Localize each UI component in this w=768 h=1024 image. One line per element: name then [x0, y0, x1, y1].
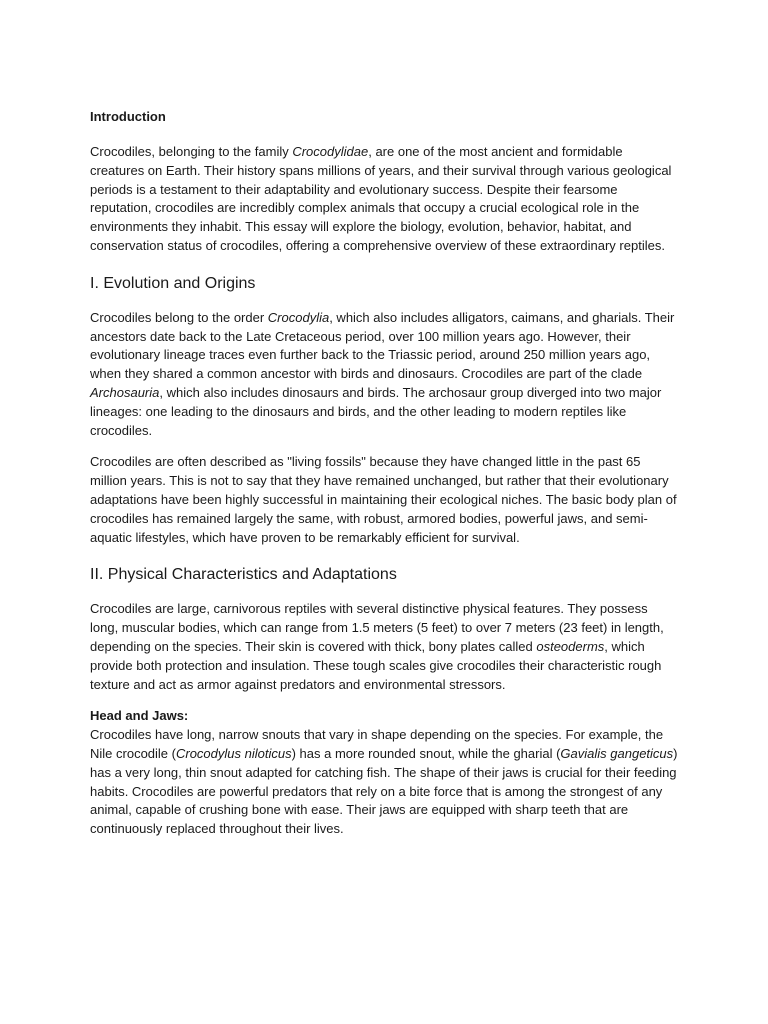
section-2-paragraph-1: [90, 600, 678, 694]
intro-p1-text-a: Crocodiles, belonging to the family: [90, 144, 293, 159]
s2-p2-text-b: ) has a more rounded snout, while the gharial (: [291, 745, 561, 761]
section-2-paragraph-2: [90, 726, 678, 839]
section-1-title: I. Evolution and Origins: [90, 274, 256, 292]
section-2-title: II. Physical Characteristics and Adaptations: [90, 566, 397, 584]
s1-p1-italic-order: Crocodylia: [267, 309, 330, 325]
s2-p1-italic-osteoderms: osteoderms: [536, 638, 605, 654]
s2-p2-text-c: ) has a very long, thin snout adapted for catching fish. The shape of their jaws is crucial for their feeding habits. Crocodiles are powerful predators that rely on a bite force that is among the strongest of any animal, capable of crushing bone with ease. Their jaws are equipped with sharp teeth that are continuously replaced throughout their lives.: [90, 745, 678, 837]
s2-p2-italic-gharial: Gavialis gangeticus: [560, 745, 674, 761]
head-and-jaws-subheading: Head and Jaws:: [90, 708, 189, 724]
section-1-paragraph-1: [90, 309, 678, 441]
section-1-paragraph-2: Crocodiles are often described as "living fossils" because they have changed little in the past 65 million years. This is not to say that they have remained unchanged, but rather that their evolutionary adaptations have been highly successful in maintaining their ecological niches. The basic body plan of crocodiles has remained largely the same, with robust, armored bodies, powerful jaws, and semi-aquatic lifestyles, which have proven to be remarkably efficient for survival.: [90, 454, 677, 545]
s1-p1-text-a: Crocodiles belong to the order: [90, 309, 268, 325]
introduction-heading: Introduction: [90, 109, 166, 124]
intro-paragraph: [90, 143, 678, 256]
s2-p2-text-a: Crocodiles have long, narrow snouts that vary in shape depending on the species. For example, the Nile crocodile (: [90, 727, 664, 761]
s2-p2-italic-nile-crocodile: Crocodylus niloticus: [175, 745, 292, 761]
intro-p1-italic-family: Crocodylidae: [292, 144, 369, 159]
intro-p1-text-b: , are one of the most ancient and formidable creatures on Earth. Their history spans millions of years, and their survival through various geological periods is a testament to their adaptability and evolutionary success. Despite their fearsome reputation, crocodiles are incredibly complex animals that occupy a crucial ecological role in the environments they inhabit. This essay will explore the biology, evolution, behavior, habitat, and conservation status of crocodiles, offering a comprehensive overview of these extraordinary reptiles.: [90, 144, 672, 253]
s2-p1-text-b: , which provide both protection and insulation. These tough scales give crocodiles their characteristic rough texture and act as armor against predators and environmental stressors.: [90, 638, 662, 692]
s1-p1-text-b: , which also includes alligators, caimans, and gharials. Their ancestors date back to the Late Cretaceous period, over 100 million years ago. However, their evolutionary lineage traces even further back to the Triassic period, around 250 million years ago, when they shared a common ancestor with birds and dinosaurs. Crocodiles are part of the clade: [90, 309, 675, 382]
s1-p1-text-c: , which also includes dinosaurs and birds. The archosaur group diverged into two major lineages: one leading to the dinosaurs and birds, and the other leading to modern reptiles like crocodiles.: [90, 384, 662, 438]
s1-p1-italic-clade: Archosauria: [90, 384, 160, 400]
s2-p1-text-a: Crocodiles are large, carnivorous reptiles with several distinctive physical features. They possess long, muscular bodies, which can range from 1.5 meters (5 feet) to over 7 meters (23 feet) in length, depending on the species. Their skin is covered with thick, bony plates called: [90, 601, 664, 654]
